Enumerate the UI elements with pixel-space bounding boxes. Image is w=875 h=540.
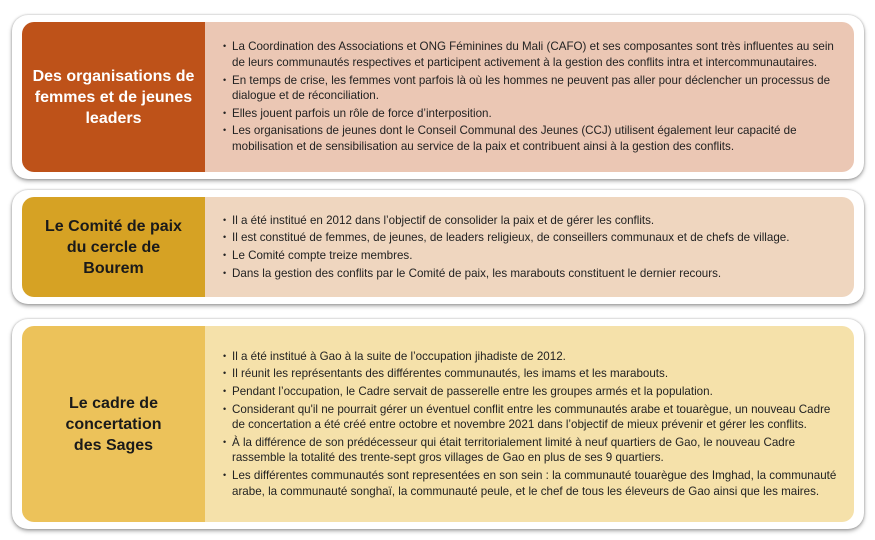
bullet-list [223,349,840,501]
list-item: • Elles jouent parfois un rôle de force d’interposition. [223,106,840,122]
list-item: • Il est constitué de femmes, de jeunes, de leaders religieux, de conseillers communaux et de chefs de village. [223,230,840,246]
panel-body [205,22,854,172]
panel-title: Des organisations de femmes et de jeunes leaders [22,22,205,172]
list-item: • Il réunit les représentants des différentes communautés, les imams et les marabouts. [223,366,840,382]
panel-body [205,326,854,522]
list-item: • Les organisations de jeunes dont le Conseil Communal des Jeunes (CCJ) utilisent également leur capacité de mobilisation et de sensibilisation au service de la paix et contribuent ainsi à la gestion des conflits. [223,123,840,154]
list-item: • La Coordination des Associations et ONG Féminines du Mali (CAFO) et ses composantes sont très influentes au sein de leurs communautés respectives et participent activement à la gestion des conflits intra et intercommunautaires. [223,39,840,70]
list-item: • Il a été institué en 2012 dans l’objectif de consolider la paix et de gérer les conflits. [223,213,840,229]
list-item: • En temps de crise, les femmes vont parfois là où les hommes ne peuvent pas aller pour déclencher un processus de dialogue et de réconciliation. [223,73,840,104]
bullet-list [223,39,840,156]
panel-body [205,197,854,297]
list-item: • Dans la gestion des conflits par le Comité de paix, les marabouts constituent le dernier recours. [223,266,840,282]
bullet-list [223,213,840,283]
panel-title: Le cadre de concertation des Sages [22,326,205,522]
panel-content [22,22,854,172]
list-item: • Pendant l’occupation, le Cadre servait de passerelle entre les groupes armés et la population. [223,384,840,400]
list-item: • À la différence de son prédécesseur qui était territorialement limité à neuf quartiers de Gao, le nouveau Cadre rassemble la totalité des trente-sept gros villages de Gao en plus de ses 9 quartiers. [223,435,840,466]
panel-title: Le Comité de paix du cercle de Bourem [22,197,205,297]
list-item: • Il a été institué à Gao à la suite de l’occupation jihadiste de 2012. [223,349,840,365]
panel-content [22,326,854,522]
list-item: • Le Comité compte treize membres. [223,248,840,264]
panel-womens-youth-organizations [12,15,864,179]
panel-bourem-peace-committee [12,190,864,304]
panel-council-of-elders [12,319,864,529]
panel-content [22,197,854,297]
list-item: • Considerant qu'il ne pourrait gérer un éventuel conflit entre les communautés arabe et touarègue, un nouveau Cadre de concertation a été créé entre octobre et novembre 2021 dans l’objectif de mieux prévenir et gérer les conflits. [223,402,840,433]
list-item: • Les différentes communautés sont representées en son sein : la communauté touarègue des Imghad, la communauté arabe, la communauté songhaï, la communauté peule, et le chef de tous les éleveurs de Gao ainsi que les maires. [223,468,840,499]
